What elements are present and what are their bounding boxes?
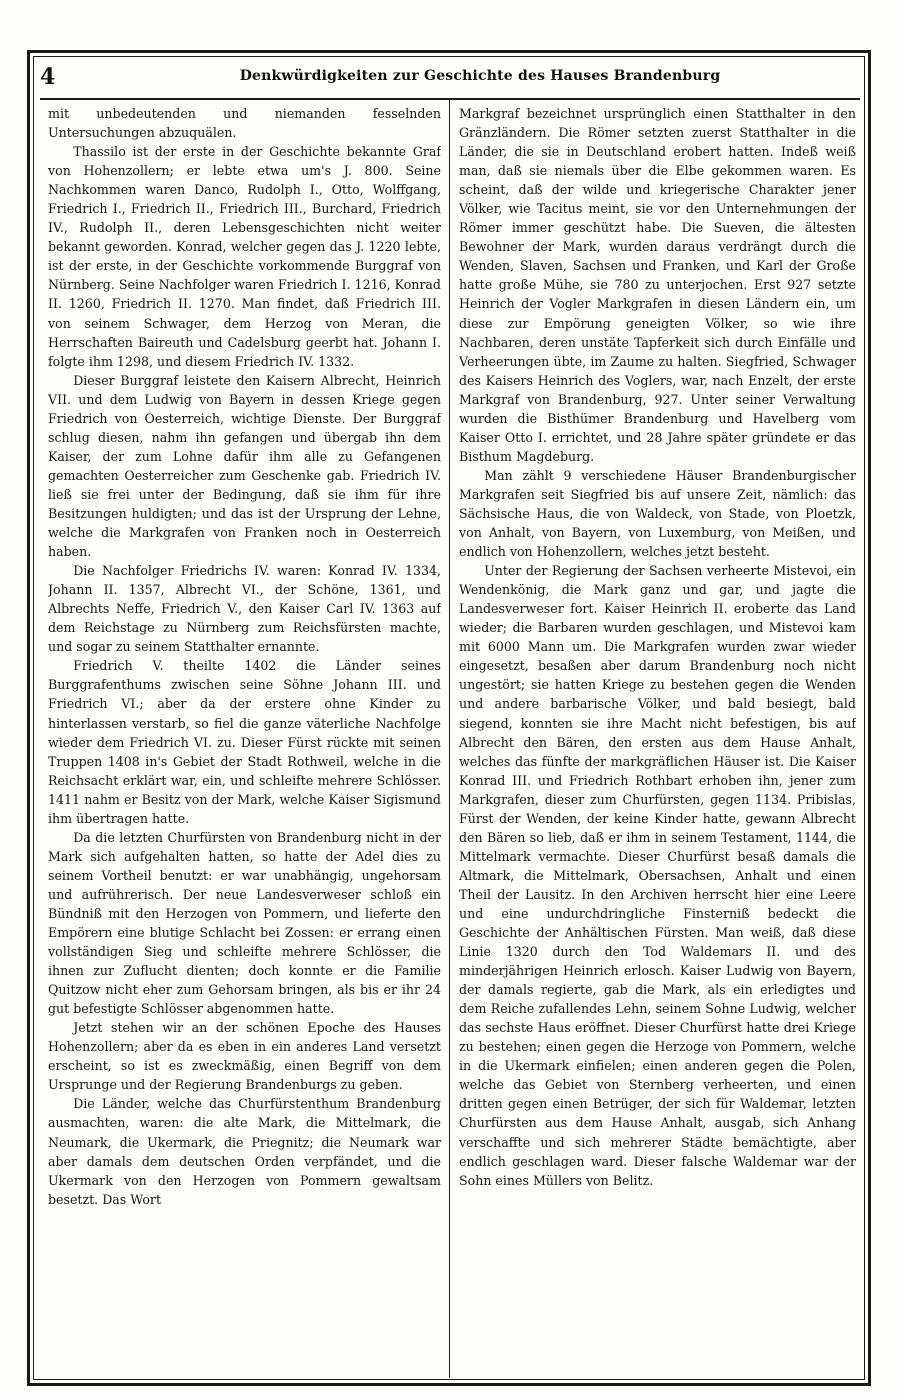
text-column-left (48, 104, 441, 1374)
paragraph: mit unbedeutenden und niemanden fesselnden Untersuchungen abzuquälen. (48, 106, 441, 141)
paragraph: Friedrich V. theilte 1402 die Länder seines Burggrafenthums zwischen seine Söhne Johann III. und Friedrich VI.; aber da der erstere ohne Kinder zu hinterlassen verstarb, so fiel die ganze väterliche Nachfolge wieder dem Friedrich VI. zu. Dieser Fürst rückte mit seinen Truppen 1408 in's Gebiet der Stadt Rothweil, welche in die Reichsacht erklärt war, ein, und schleifte mehrere Schlösser. 1411 nahm er Besitz von der Mark, welche Kaiser Sigismund ihm übertragen hatte. (48, 658, 441, 826)
page-number: 4 (40, 64, 56, 90)
paragraph: Die Länder, welche das Churfürstenthum Brandenburg ausmachten, waren: die alte Mark, die Mittelmark, die Neumark, die Ukermark, die Priegnitz; die Neumark war aber damals dem deutschen Orden verpfändet, und die Ukermark von den Herzogen von Pommern gewaltsam besetzt. Das Wort (48, 1096, 441, 1207)
header-rule (40, 98, 860, 100)
paragraph: Dieser Burggraf leistete den Kaisern Albrecht, Heinrich VII. und dem Ludwig von Bayern in dessen Kriege gegen Friedrich von Oesterreich, wichtige Dienste. Der Burggraf schlug diesen, nahm ihn gefangen und übergab ihn dem Kaiser, der zum Lohne dafür ihm alle zu Gefangenen gemachten Oesterreicher zum Geschenke gab. Friedrich IV. ließ sie frei unter der Bedingung, daß sie ihm für ihre Besitzungen huldigten; und das ist der Ursprung der Lehne, welche die Markgrafen von Franken noch in Oesterreich haben. (48, 372, 441, 560)
page-header (40, 62, 860, 98)
column-divider (449, 100, 450, 1378)
paragraph: Thassilo ist der erste in der Geschichte bekannte Graf von Hohenzollern; er lebte etwa um's J. 800. Seine Nachkommen waren Danco, Rudolph I., Otto, Wolffgang, Friedrich I., Friedrich II., Friedrich III., Burchard, Friedrich IV., Rudolph II., deren Lebensgeschichten nicht weiter bekannt geworden. Konrad, welcher gegen das J. 1220 lebte, ist der erste, in der Geschichte vorkommende Burggraf von Nürnberg. Seine Nachfolger waren Friedrich I. 1216, Konrad II. 1260, Friedrich II. 1270. Man findet, daß Friedrich III. von seinem Schwager, dem Herzog von Meran, die Herrschaften Baireuth und Cadelsburg geerbt hat. Johann I. folgte ihm 1298, und diesem Friedrich IV. 1332. (48, 144, 441, 369)
paragraph: Die Nachfolger Friedrichs IV. waren: Konrad IV. 1334, Johann II. 1357, Albrecht VI., der Schöne, 1361, und Albrechts Neffe, Friedrich V., den Kaiser Carl IV. 1363 auf dem Reichstage zu Nürnberg zum Reichsfürsten machte, und sogar zu seinem Statthalter ernannte. (48, 563, 441, 655)
paragraph: Unter der Regierung der Sachsen verheerte Mistevoi, ein Wendenkönig, die Mark ganz und gar, und jagte die Landesverweser fort. Kaiser Heinrich II. eroberte das Land wieder; die Barbaren wurden geschlagen, und Mistevoi kam mit 6000 Mann um. Die Markgrafen wurden zwar wieder eingesetzt, besaßen aber darum Brandenburg noch nicht ungestört; sie hatten Kriege zu bestehen gegen die Wenden und andere barbarische Völker, und bald besiegt, bald siegend, konnten sie ihre Macht nicht befestigen, bis auf Albrecht den Bären, den ersten aus dem Hause Anhalt, welches das fünfte der markgräflichen Häuser ist. Die Kaiser Konrad III. und Friedrich Rothbart erhoben ihn, jener zum Markgrafen, dieser zum Churfürsten, gegen 1134. Pribislas, Fürst der Wenden, der keine Kinder hatte, gewann Albrecht den Bären so lieb, daß er ihm in seinem Testament, 1144, die Mittelmark vermachte. Dieser Churfürst besaß damals die Altmark, die Mittelmark, Obersachsen, Anhalt und einen Theil der Lausitz. In den Archiven herrscht hier eine Leere und eine undurchdringliche Finsterniß bedeckt die Geschichte der Anhältischen Fürsten. Man weiß, daß diese Linie 1320 durch den Tod Waldemars II. und des minderjährigen Heinrich erlosch. Kaiser Ludwig von Bayern, der damals regierte, gab die Mark, als ein erledigtes und dem Reiche zufallendes Lehn, seinem Sohne Ludwig, welcher das sechste Haus eröffnet. Dieser Churfürst hatte drei Kriege zu bestehen; einen gegen die Herzoge von Pommern, welche in die Ukermark einfielen; einen anderen gegen die Polen, welche das Gebiet von Sternberg verheerten, und einen dritten gegen einen Betrüger, der sich für Waldemar, letzten Churfürsten aus dem Hause Anhalt, ausgab, sich Anhang verschaffte und sich mehrerer Städte bemächtigte, aber endlich geschlagen ward. Dieser falsche Waldemar war der Sohn eines Müllers von Belitz. (459, 563, 856, 1188)
paragraph: Man zählt 9 verschiedene Häuser Brandenburgischer Markgrafen seit Siegfried bis auf unsere Zeit, nämlich: das Sächsische Haus, die von Waldeck, von Stade, von Ploetzk, von Anhalt, von Bayern, von Luxemburg, von Meißen, und endlich von Hohenzollern, welches jetzt besteht. (459, 467, 856, 560)
paragraph: Da die letzten Churfürsten von Brandenburg nicht in der Mark sich aufgehalten hatten, so hatte der Adel dies zu seinem Vortheil benutzt: er war unabhängig, ungehorsam und aufrührerisch. Der neue Landesverweser schloß ein Bündniß mit den Herzogen von Pommern, und lieferte den Empörern eine blutige Schlacht bei Zossen: er errang einen vollständigen Sieg und schleifte mehrere Schlösser, die ihnen zur Zuflucht dienten; doch konnte er die Familie Quitzow nicht eher zum Gehorsam bringen, als bis er ihr 24 gut befestigte Schlösser abgenommen hatte. (48, 829, 441, 1017)
paragraph: Markgraf bezeichnet ursprünglich einen Statthalter in den Gränzländern. Die Römer setzten zuerst Statthalter in die Länder, die sie in Deutschland erobert hatten. Indeß weiß man, daß sie niemals über die Elbe gekommen waren. Es scheint, daß der wilde und kriegerische Charakter jener Völker, wie Tacitus meint, sie vor den Unternehmungen der Römer immer geschützt habe. Die Sueven, die ältesten Bewohner der Mark, wurden daraus verdrängt durch die Wenden, Slaven, Sachsen und Franken, und Karl der Große hatte große Mühe, sie 780 zu unterjochen. Erst 927 setzte Heinrich der Vogler Markgrafen in diesen Ländern ein, um diese zur Empörung geneigten Völker, so wie ihre Nachbaren, deren unstäte Tapferkeit sich durch Einfälle und Verheerungen übte, im Zaume zu halten. Siegfried, Schwager des Kaisers Heinrich des Voglers, war, nach Enzelt, der erste Markgraf von Brandenburg, 927. Unter seiner Verwaltung wurden die Bisthümer Brandenburg und Havelberg vom Kaiser Otto I. errichtet, und 28 Jahre später gründete er das Bisthum Magdeburg. (459, 106, 856, 464)
running-title: Denkwürdigkeiten zur Geschichte des Hauses Brandenburg (239, 68, 721, 84)
text-column-right (459, 104, 856, 1374)
paragraph: Jetzt stehen wir an der schönen Epoche des Hauses Hohenzollern; aber da es eben in ein anderes Land versetzt erscheint, so ist es zweckmäßig, einen Begriff von dem Ursprunge und der Regierung Brandenburgs zu geben. (48, 1020, 441, 1093)
